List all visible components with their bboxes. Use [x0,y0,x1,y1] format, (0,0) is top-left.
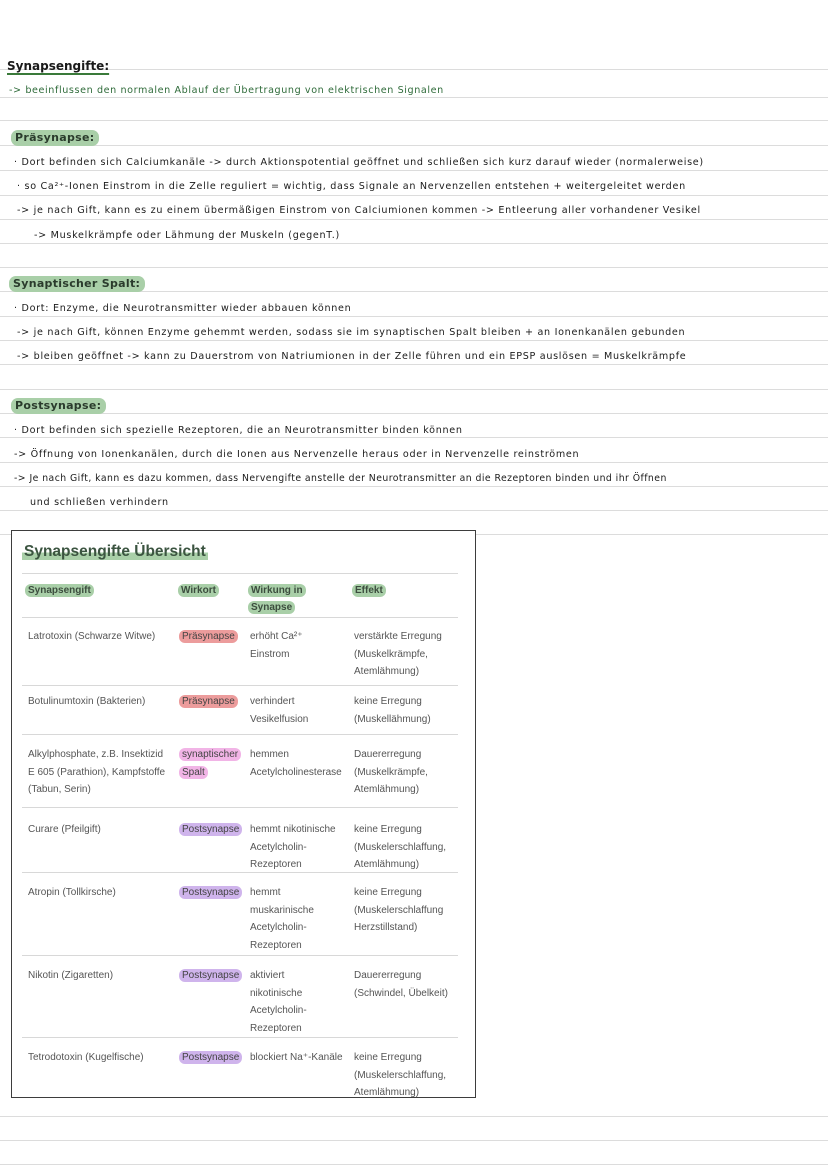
cell-wirkung: erhöht Ca²⁺ Einstrom [250,631,303,660]
note-line: -> Öffnung von Ionenkanälen, durch die Ionen aus Nervenzelle heraus oder in Nervenzelle reinströmen [14,449,580,460]
note-line: -> Muskelkrämpfe oder Lähmung der Muskeln (gegenT.) [34,230,340,241]
note-line: -> bleiben geöffnet -> kann zu Dauerstrom von Natriumionen in der Zelle führen und ein EPSP auslösen = Muskelkrämpfe [17,351,687,362]
row-divider [22,955,458,956]
cell-ort: Präsynapse [179,628,238,646]
cell-gift: Tetrodotoxin (Kugelfische) [28,1052,144,1063]
cell-wirkung: hemmt nikotinische Acetylcholin- Rezeptoren [250,824,336,870]
heading-postsynapse: Postsynapse: [11,398,106,414]
cell-wirkung: blockiert Na⁺-Kanäle [250,1052,343,1063]
note-line: · Dort befinden sich spezielle Rezeptoren, die an Neurotransmitter binden können [14,425,463,436]
note-line: -> je nach Gift, können Enzyme gehemmt werden, sodass sie im synaptischen Spalt bleiben + an Ionenkanälen gebunden [17,327,686,338]
note-line: · Dort: Enzyme, die Neurotransmitter wieder abbauen können [14,303,352,314]
cell-wirkung: aktiviert nikotinische Acetylcholin- Rezeptoren [250,970,307,1034]
cell-ort: Postsynapse [179,1049,242,1067]
table-title: Synapsengifte Übersicht [24,543,206,560]
note-line: und schließen verhindern [30,497,169,508]
overview-table-card [11,530,476,1098]
cell-wirkung: verhindert Vesikelfusion [250,696,309,725]
cell-gift: Latrotoxin (Schwarze Witwe) [28,631,156,642]
cell-ort: Postsynapse [179,821,242,839]
page-title: Synapsengifte: [7,59,110,73]
row-divider [22,617,458,618]
cell-effekt: Dauererregung (Schwindel, Übelkeit) [354,970,448,999]
cell-effekt: keine Erregung (Muskelerschlaffung Herzstillstand) [354,887,444,933]
cell-effekt: Dauererregung (Muskelkrämpfe, Atemlähmung) [354,749,428,795]
cell-effekt: verstärkte Erregung (Muskelkrämpfe, Atemlähmung) [354,631,442,677]
subtitle: -> beeinflussen den normalen Ablauf der Übertragung von elektrischen Signalen [9,85,444,96]
header-wirkort: Wirkort [178,582,219,599]
cell-gift: Curare (Pfeilgift) [28,824,101,835]
cell-effekt: keine Erregung (Muskelerschlaffung, Atemlähmung) [354,824,447,870]
cell-ort: Postsynapse [179,967,242,985]
cell-gift: Nikotin (Zigaretten) [28,970,114,981]
cell-gift: Alkylphosphate, z.B. Insektizid E 605 (Parathion), Kampfstoffe (Tabun, Serin) [28,749,166,795]
header-synapsengift: Synapsengift [25,582,94,599]
row-divider [22,685,458,686]
cell-effekt: keine Erregung (Muskelerschlaffung, Atemlähmung) [354,1052,447,1098]
header-effekt: Effekt [352,582,386,599]
cell-effekt: keine Erregung (Muskellähmung) [354,696,431,725]
cell-ort: Postsynapse [179,884,242,902]
cell-ort: Präsynapse [179,693,238,711]
cell-gift: Atropin (Tollkirsche) [28,887,116,898]
note-line: -> Je nach Gift, kann es dazu kommen, dass Nervengifte anstelle der Neurotransmitter an die Rezeptoren binden und ihr Öffnen [14,473,667,484]
note-line: · Dort befinden sich Calciumkanäle -> durch Aktionspotential geöffnet und schließen sich kurz darauf wieder (normalerweise) [14,157,704,168]
heading-synaptischer-spalt: Synaptischer Spalt: [9,276,145,292]
cell-ort: synaptischer Spalt [179,746,241,781]
row-divider [22,734,458,735]
note-line: · so Ca²⁺-Ionen Einstrom in die Zelle reguliert = wichtig, dass Signale an Nervenzellen entstehen + weitergeleitet werden [17,181,686,192]
row-divider [22,1037,458,1038]
cell-wirkung: hemmt muskarinische Acetylcholin- Rezeptoren [250,887,314,951]
cell-wirkung: hemmen Acetylcholinesterase [250,749,342,778]
header-wirkung: Wirkung in Synapse [248,582,306,616]
heading-praesynapse: Präsynapse: [11,130,99,146]
cell-gift: Botulinumtoxin (Bakterien) [28,696,146,707]
note-line: -> je nach Gift, kann es zu einem übermäßigen Einstrom von Calciumionen kommen -> Entleerung aller vorhandener Vesikel [17,205,701,216]
row-divider [22,807,458,808]
